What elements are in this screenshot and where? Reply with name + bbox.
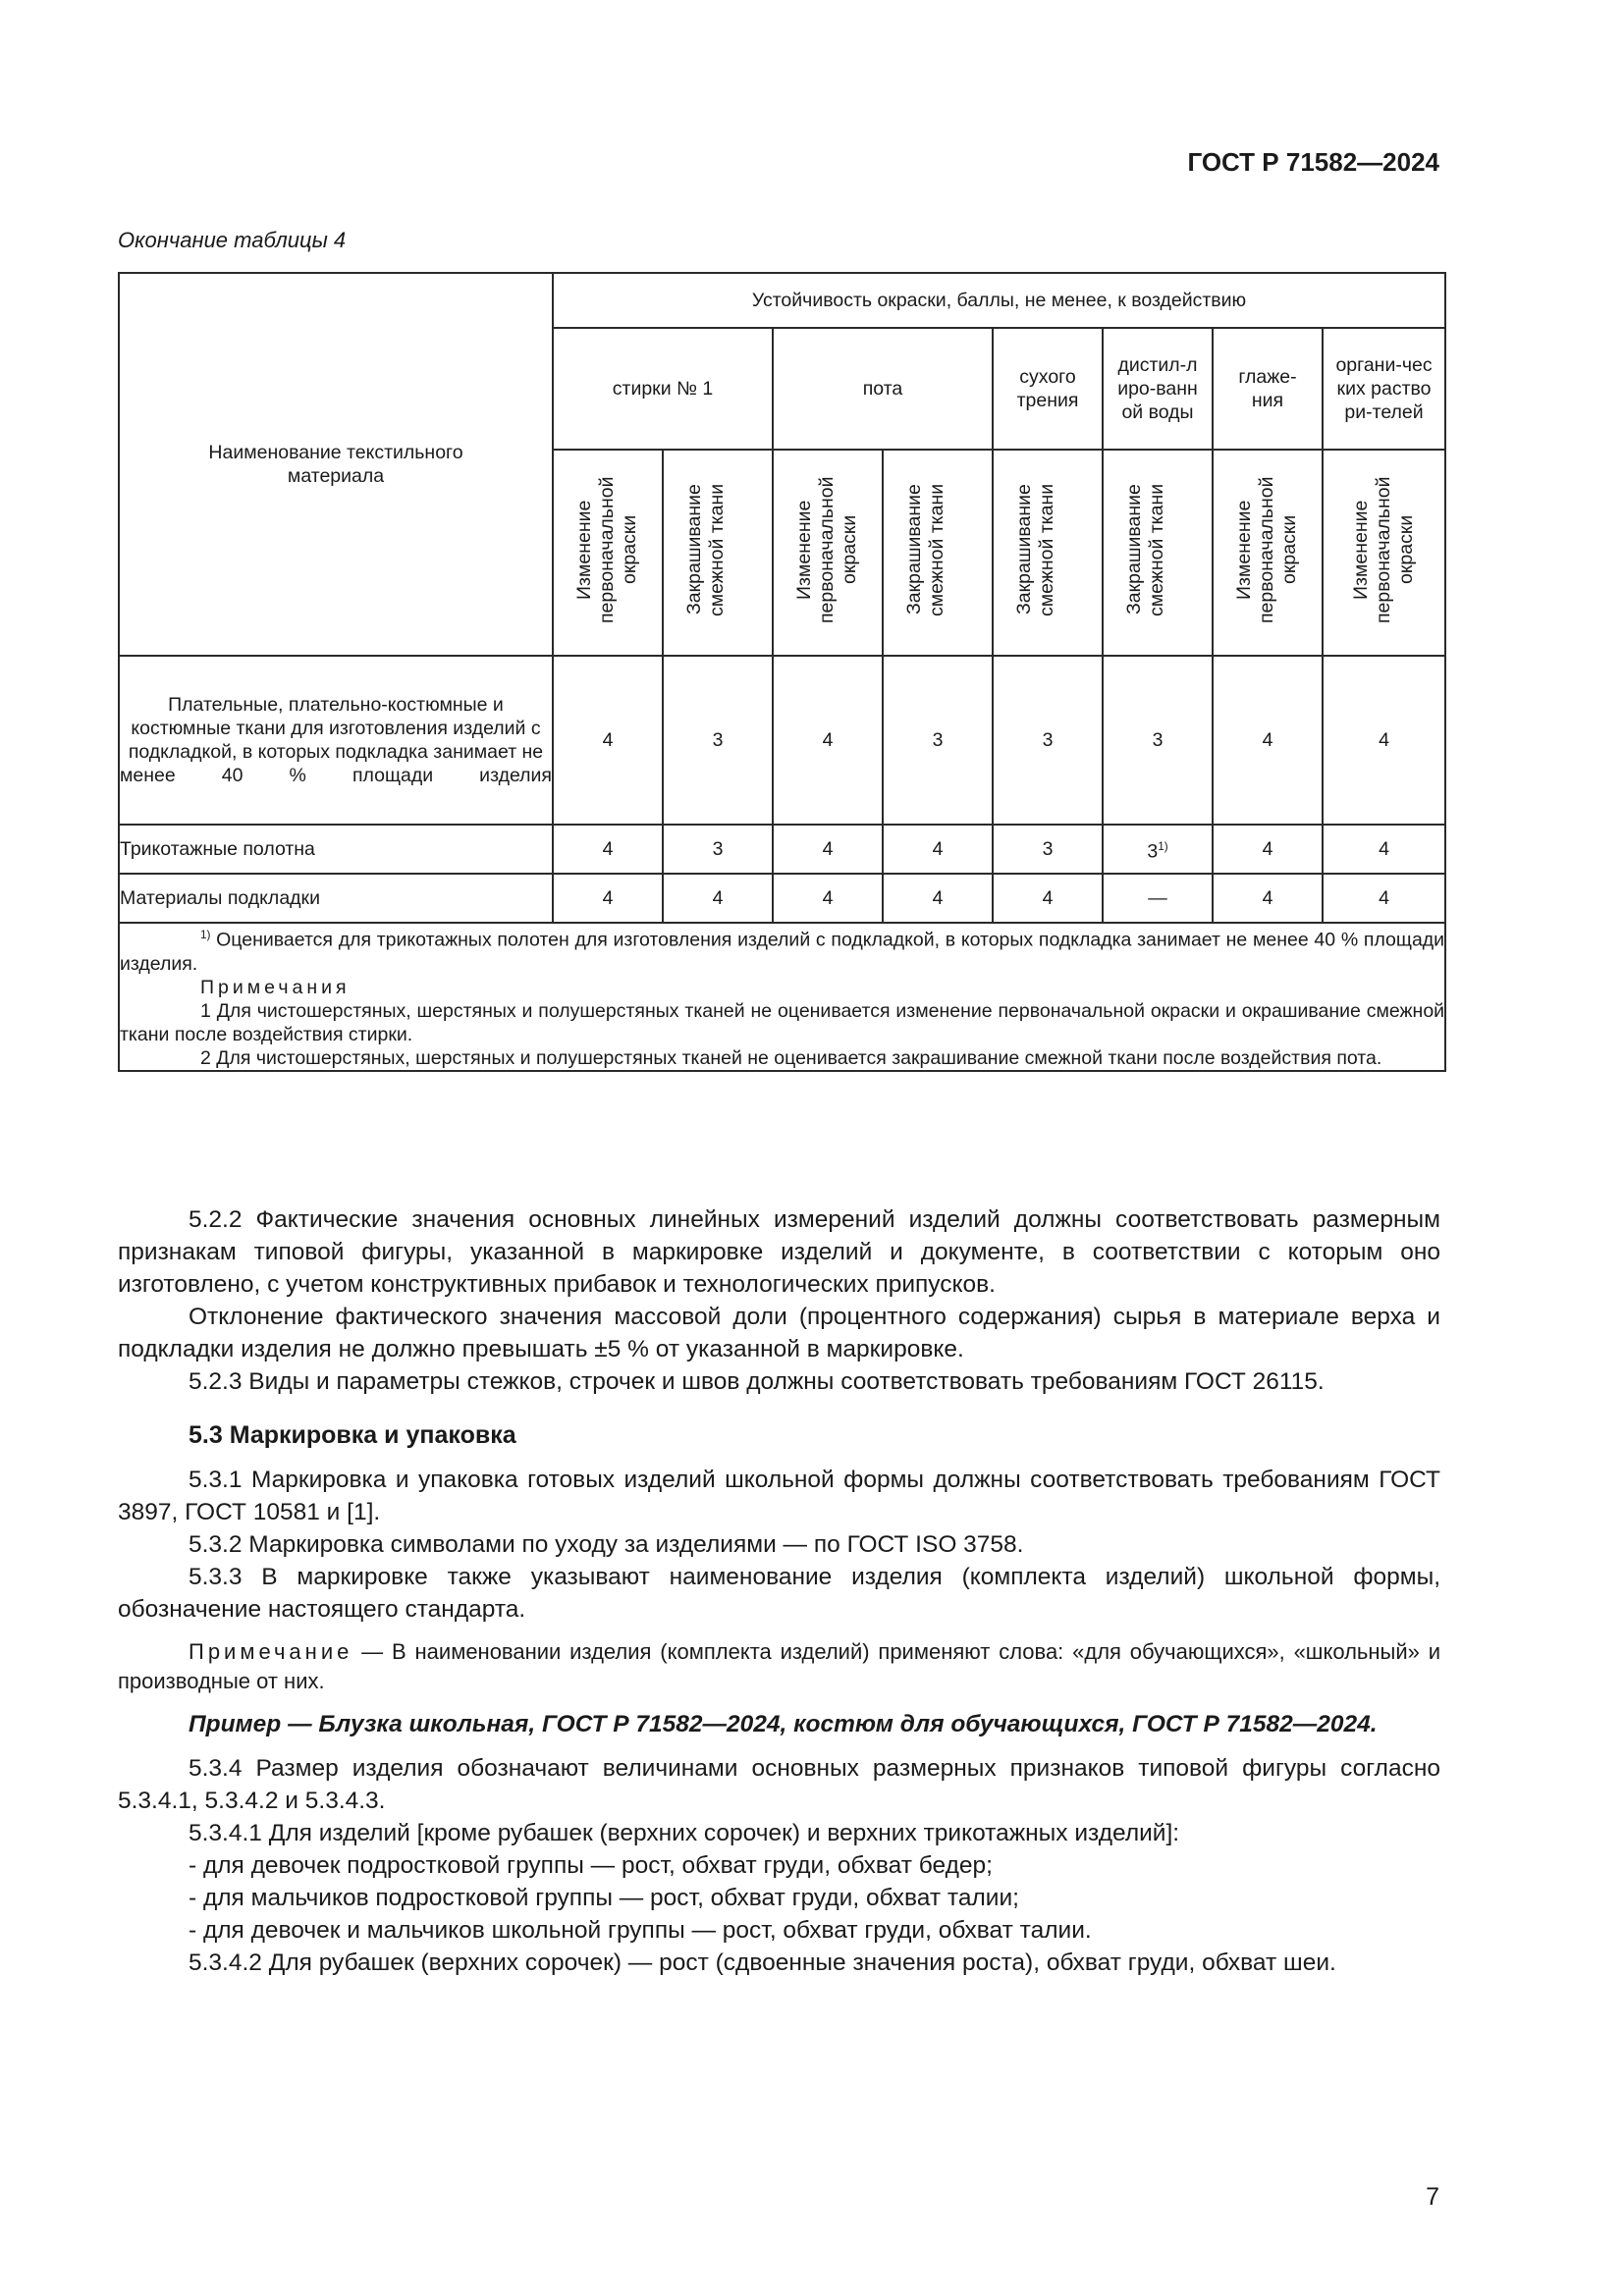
note-paragraph xyxy=(118,1637,1440,1696)
subgroup-header: стирки № 1 xyxy=(553,328,773,450)
value-cell: 4 xyxy=(553,874,663,923)
column-header: Закрашивание смежной ткани xyxy=(663,450,773,656)
paragraph-5-3-4: 5.3.4 Размер изделия обозначают величинами основных размерных признаков типовой фигуры согласно 5.3.4.1, 5.3.4.2 и 5.3.4.3. xyxy=(118,1755,1440,1814)
footnote-text: Оценивается для трикотажных полотен для изготовления изделий с подкладкой, в которых подкладка занимает не менее 40 % площади изделия. xyxy=(120,929,1445,975)
paragraph-5-2-2: 5.2.2 Фактические значения основных линейных измерений изделий должны соответствовать размерным признакам типовой фигуры, указанной в маркировке изделий и документе, в соответствии с которым оно изготовлено, с учетом конструктивных прибавок и технологических припусков. xyxy=(118,1206,1440,1298)
notes-title: Примечания xyxy=(200,976,351,998)
group-header: Устойчивость окраски, баллы, не менее, к воздействию xyxy=(553,273,1445,328)
list-item: - для девочек подростковой группы — рост, обхват груди, обхват бедер; xyxy=(189,1852,993,1879)
value-cell: 4 xyxy=(1323,874,1445,923)
subgroup-header: пота xyxy=(773,328,993,450)
paragraph-5-2-2b: Отклонение фактического значения массовой доли (процентного содержания) сырья в материале верха и подкладки изделия не должно превышать ±5 % от указанной в маркировке. xyxy=(118,1304,1440,1362)
color-fastness-table xyxy=(118,272,1446,1072)
footnote-mark: 1) xyxy=(200,929,211,941)
note-label: Примечание xyxy=(189,1639,353,1664)
note-2: 2 Для чистошерстяных, шерстяных и полушерстяных тканей не оценивается закрашивание смежной ткани после воздействия пота. xyxy=(200,1046,1382,1069)
table-row xyxy=(119,825,1445,874)
material-name: Трикотажные полотна xyxy=(119,825,553,874)
subgroup-header: сухого трения xyxy=(993,328,1103,450)
table-row xyxy=(119,874,1445,923)
paragraph-5-2-3: 5.2.3 Виды и параметры стежков, строчек и швов должны соответствовать требованиям ГОСТ 26115. xyxy=(189,1368,1325,1395)
column-header: Изменение первоначальной окраски xyxy=(773,450,883,656)
value-cell: 3 xyxy=(663,825,773,874)
value-cell: 3 xyxy=(883,656,993,825)
value-cell: 4 xyxy=(1323,825,1445,874)
value-cell: 3$^{1)}$ xyxy=(1103,825,1213,874)
value-cell: 4 xyxy=(1323,656,1445,825)
value-cell: 3 xyxy=(993,656,1103,825)
body-text xyxy=(118,1203,1440,1979)
value-cell: 4 xyxy=(883,874,993,923)
paragraph-5-3-1: 5.3.1 Маркировка и упаковка готовых изделий школьной формы должны соответствовать требованиям ГОСТ 3897, ГОСТ 10581 и [1]. xyxy=(118,1467,1440,1525)
column-header: Изменение первоначальной окраски xyxy=(1213,450,1323,656)
document-code: ГОСТ Р 71582—2024 xyxy=(1187,147,1439,177)
column-header: Изменение первоначальной окраски xyxy=(553,450,663,656)
value-cell: 3 xyxy=(1103,656,1213,825)
table-notes xyxy=(119,923,1445,1071)
list-item: - для мальчиков подростковой группы — рост, обхват груди, обхват талии; xyxy=(189,1885,1019,1911)
column-header: Изменение первоначальной окраски xyxy=(1323,450,1445,656)
value-cell: 4 xyxy=(1213,874,1323,923)
table-row xyxy=(119,656,1445,825)
value-cell: 4 xyxy=(773,825,883,874)
example-paragraph: Пример — Блузка школьная, ГОСТ Р 71582—2024, костюм для обучающихся, ГОСТ Р 71582—2024. xyxy=(189,1711,1378,1737)
material-name: Материалы подкладки xyxy=(119,874,553,923)
value-cell: 4 xyxy=(993,874,1103,923)
subgroup-header: дистил-лиро-ванной воды xyxy=(1103,328,1213,450)
value-cell: 4 xyxy=(1213,825,1323,874)
value-cell: 4 xyxy=(553,825,663,874)
size-list xyxy=(118,1849,1440,1947)
value-cell: 4 xyxy=(773,874,883,923)
column-header: Закрашивание смежной ткани xyxy=(1103,450,1213,656)
value-cell: 4 xyxy=(1213,656,1323,825)
subgroup-header: органи-ческих раствори-телей xyxy=(1323,328,1445,450)
section-heading-5-3: 5.3 Маркировка и упаковка xyxy=(189,1421,516,1449)
value-cell: 4 xyxy=(553,656,663,825)
paragraph-5-3-3: 5.3.3 В маркировке также указывают наименование изделия (комплекта изделий) школьной формы, обозначение настоящего стандарта. xyxy=(118,1564,1440,1623)
subgroup-header: глаже-ния xyxy=(1213,328,1323,450)
paragraph-5-3-4-2: 5.3.4.2 Для рубашек (верхних сорочек) — рост (сдвоенные значения роста), обхват груди, обхват шеи. xyxy=(189,1949,1336,1976)
column-header: Закрашивание смежной ткани xyxy=(883,450,993,656)
paragraph-5-3-2: 5.3.2 Маркировка символами по уходу за изделиями — по ГОСТ ISO 3758. xyxy=(189,1531,1024,1558)
note-1: 1 Для чистошерстяных, шерстяных и полушерстяных тканей не оценивается изменение первоначальной окраски и окрашивание смежной ткани после воздействия стирки. xyxy=(120,999,1445,1045)
list-item: - для девочек и мальчиков школьной группы — рост, обхват груди, обхват талии. xyxy=(189,1917,1092,1944)
column-header: Закрашивание смежной ткани xyxy=(993,450,1103,656)
note-text: — В наименовании изделия (комплекта изделий) применяют слова: «для обучающихся», «школьный» и производные от них. xyxy=(118,1639,1440,1693)
material-name: Плательные, плательно-костюмные и костюмные ткани для изготовления изделий с подкладкой, в которых подкладка занимает не менее 40 % площади изделия xyxy=(119,656,553,825)
name-header: Наименование текстильного материала xyxy=(119,273,553,656)
value-cell: 4 xyxy=(773,656,883,825)
footnote-mark: 1) xyxy=(1158,839,1168,853)
paragraph-5-3-4-1: 5.3.4.1 Для изделий [кроме рубашек (верхних сорочек) и верхних трикотажных изделий]: xyxy=(189,1820,1180,1846)
value-cell: 3 xyxy=(993,825,1103,874)
table-caption: Окончание таблицы 4 xyxy=(118,228,347,252)
value-cell: 3 xyxy=(663,656,773,825)
value-cell: 4 xyxy=(883,825,993,874)
value-cell: 4 xyxy=(663,874,773,923)
page-number: 7 xyxy=(1426,2183,1439,2211)
value-cell: — xyxy=(1103,874,1213,923)
